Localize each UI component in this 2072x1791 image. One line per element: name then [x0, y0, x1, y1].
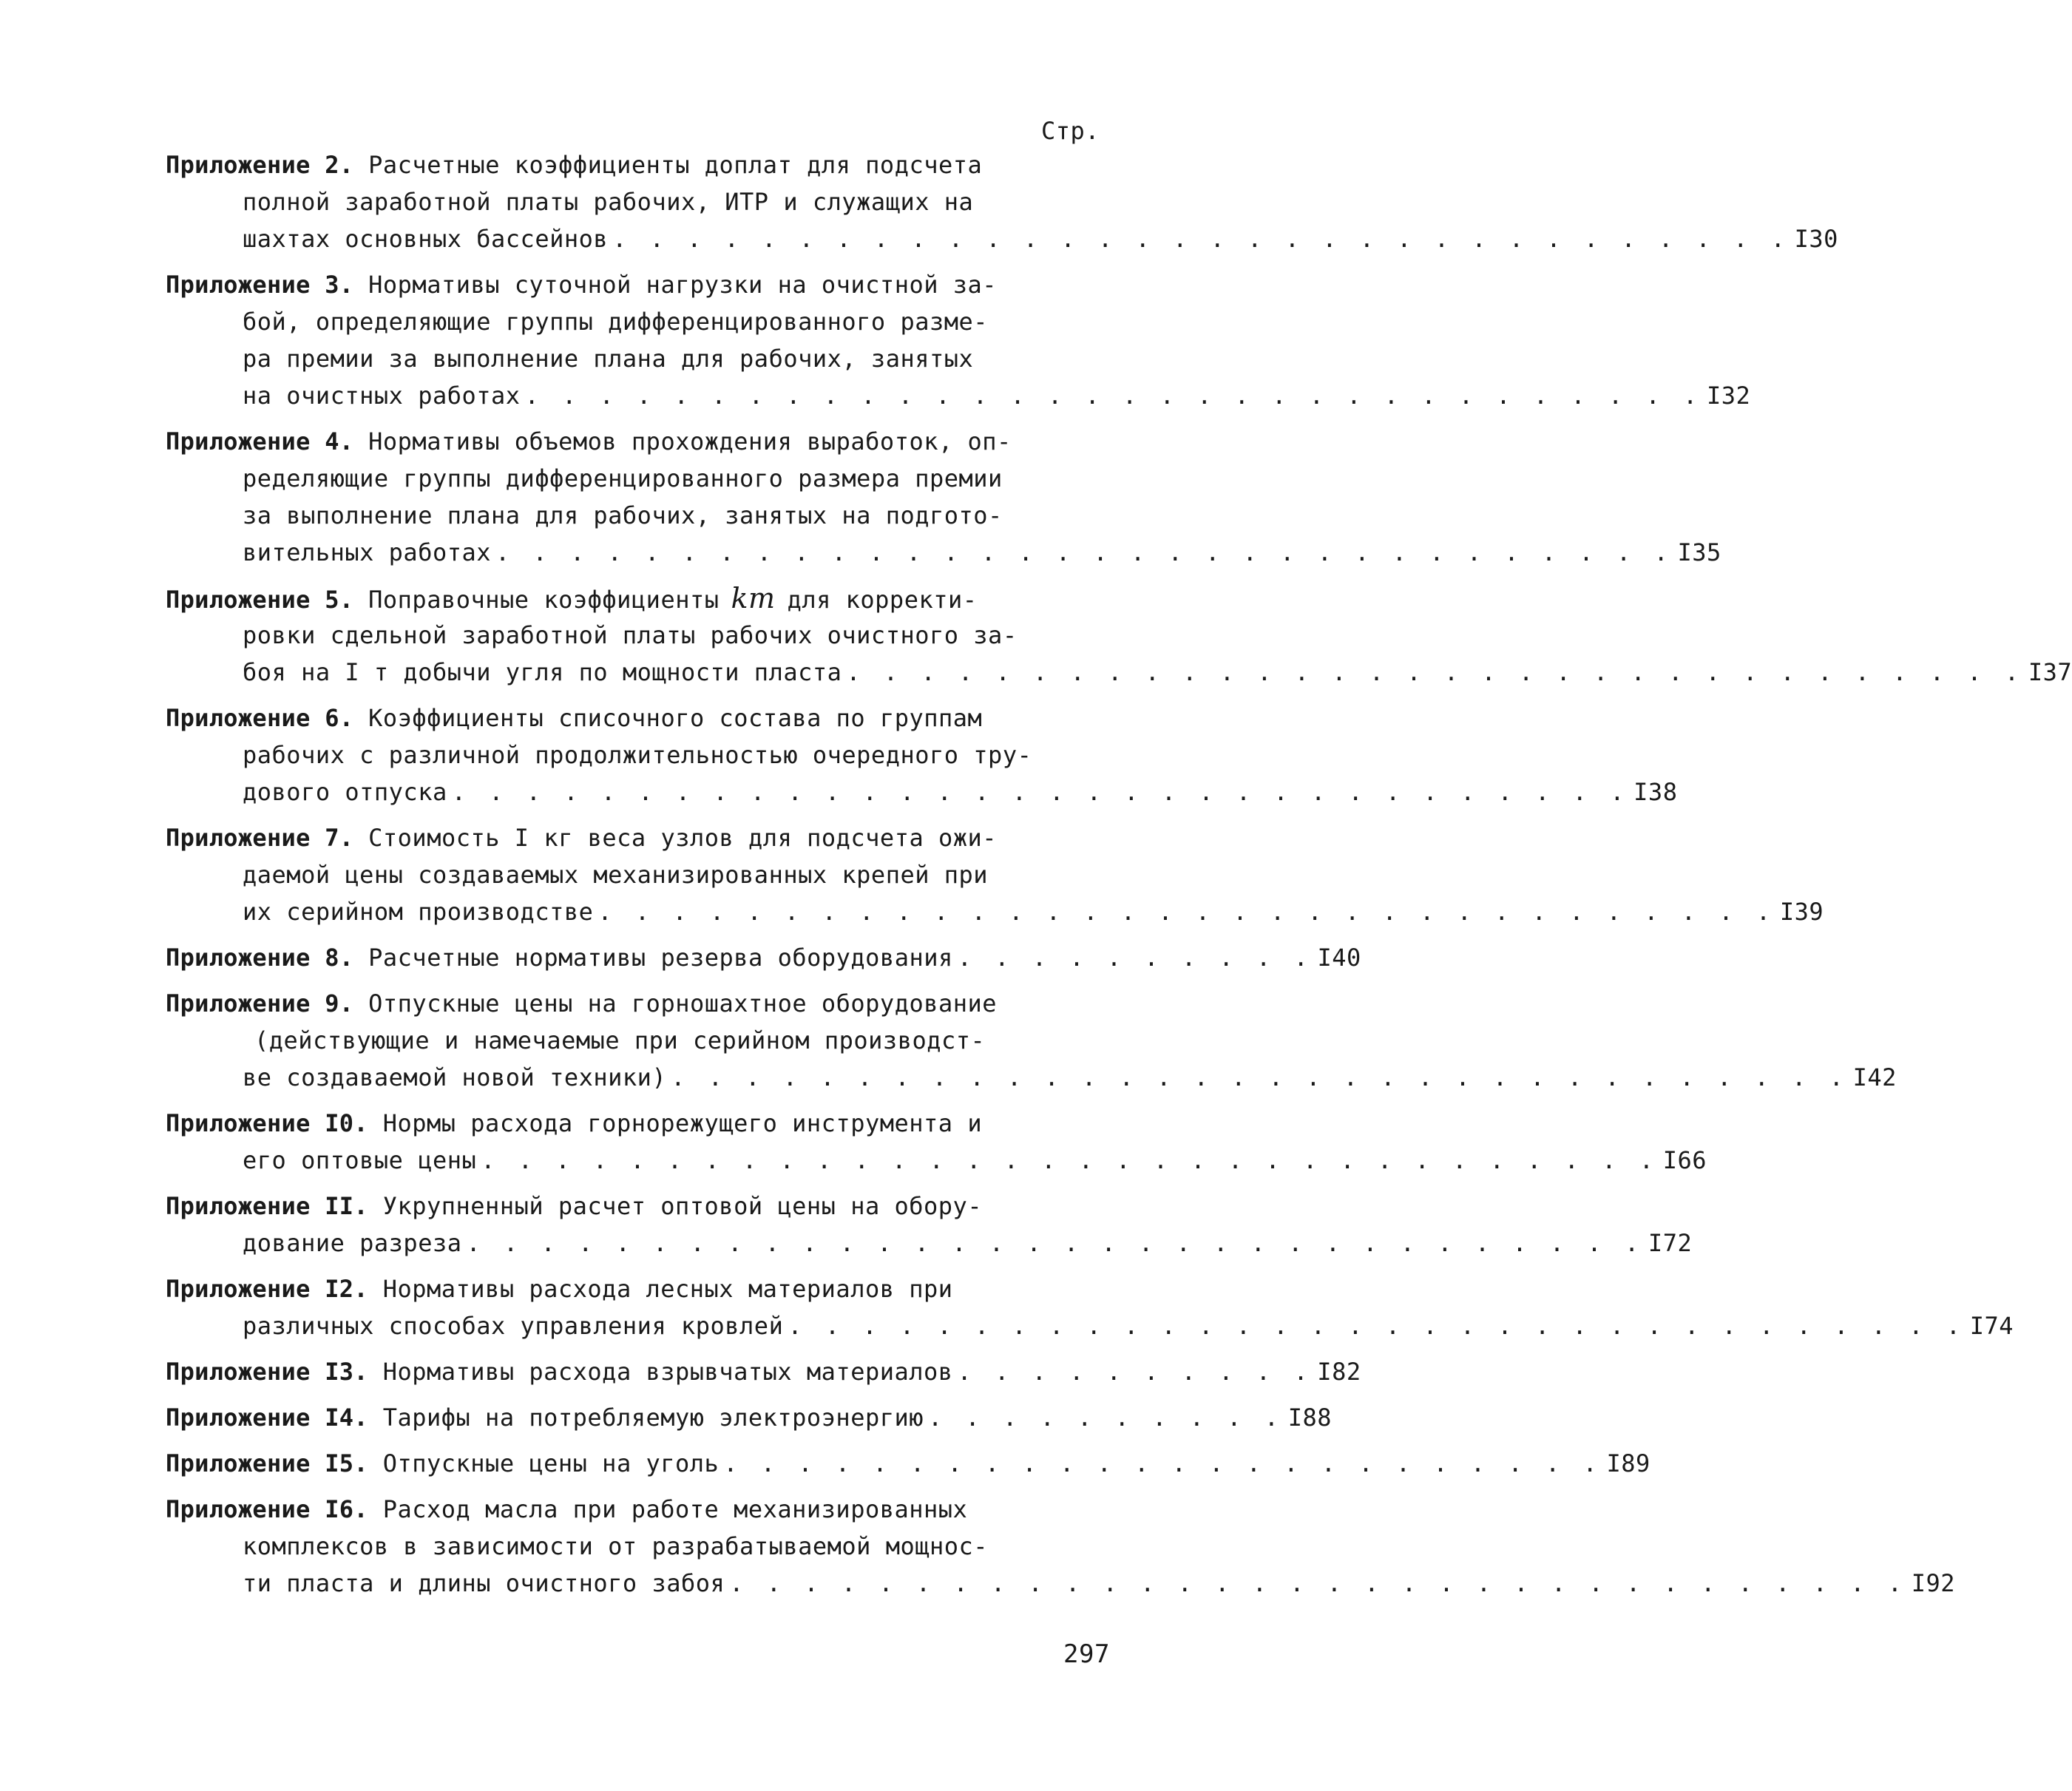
- leader-dots: . . . . . . . . . . . . . . . . . . . . . . . . . . . . . . . .: [466, 1229, 1644, 1257]
- entry-page-number: I38: [1633, 778, 1678, 806]
- entry-line: их серийном производстве: [243, 898, 594, 926]
- toc-entry-appendix-7: [166, 819, 1824, 930]
- entry-head: Приложение I4.: [166, 1404, 368, 1432]
- toc-entry-appendix-2: [166, 146, 1838, 257]
- entry-head: Приложение I3.: [166, 1358, 368, 1386]
- entry-line: Отпускные цены на горношахтное оборудование: [368, 989, 998, 1018]
- toc-entry-appendix-3: [166, 266, 1751, 414]
- leader-dots: . . . . . . . . . .: [928, 1404, 1284, 1432]
- entry-line: Коэффициенты списочного состава по группам: [368, 704, 983, 732]
- entry-line: Расчетные нормативы резерва оборудования: [368, 944, 953, 972]
- entry-line: Нормативы расхода взрывчатых материалов: [382, 1358, 953, 1386]
- entry-line: дового отпуска: [243, 778, 447, 806]
- entry-line: ровки сдельной заработной платы рабочих очистного за-: [243, 621, 1018, 649]
- entry-head: Приложение 8.: [166, 944, 354, 972]
- entry-head: Приложение 6.: [166, 704, 354, 732]
- entry-line: Нормы расхода горнорежущего инструмента и: [382, 1109, 983, 1137]
- toc-entry-appendix-11: [166, 1188, 1693, 1262]
- entry-line: различных способах управления кровлей: [243, 1312, 784, 1340]
- entry-page-number: I89: [1606, 1449, 1651, 1477]
- entry-line: полной заработной платы рабочих, ИТР и служащих на: [243, 188, 974, 216]
- entry-head: Приложение 7.: [166, 824, 354, 852]
- leader-dots: . . . . . . . . . . . . . . . . . . . . . . . . . . . . . . . .: [451, 778, 1629, 806]
- entry-head: Приложение I5.: [166, 1449, 368, 1477]
- entry-head: Приложение 3.: [166, 271, 354, 299]
- toc-entry-appendix-10: [166, 1105, 1707, 1179]
- entry-line: ве создаваемой новой техники): [243, 1063, 667, 1091]
- entry-line: Укрупненный расчет оптовой цены на обору-: [382, 1192, 983, 1220]
- toc-entry-appendix-15: [166, 1445, 1651, 1482]
- entry-line: дование разреза: [243, 1229, 462, 1257]
- leader-dots: . . . . . . . . . . . . . . . . . . . . . . . . . . . . . . . .: [612, 225, 1790, 253]
- entry-head: Приложение I6.: [166, 1495, 368, 1523]
- entry-page-number: I30: [1794, 225, 1838, 253]
- toc-entry-appendix-5: [166, 580, 2072, 691]
- entry-line: (действующие и намечаемые при серийном производст-: [254, 1026, 986, 1054]
- toc-entry-appendix-14: [166, 1399, 1333, 1436]
- toc-entry-appendix-16: [166, 1491, 1955, 1602]
- leader-dots: . . . . . . . . . . . . . . . . . . . . . . . . . . . . . . . .: [846, 658, 2024, 686]
- entry-page-number: I42: [1852, 1063, 1897, 1091]
- entry-line: для корректи-: [787, 586, 978, 614]
- entry-line: бой, определяющие группы дифференцированного разме-: [243, 308, 989, 336]
- entry-head: Приложение 4.: [166, 427, 354, 456]
- entry-line: Нормативы объемов прохождения выработок, оп-: [368, 427, 1012, 456]
- entry-page-number: I35: [1677, 538, 1721, 566]
- entry-page-number: I74: [1969, 1312, 2014, 1340]
- table-of-contents: [166, 146, 2072, 1611]
- entry-page-number: I82: [1317, 1358, 1361, 1386]
- entry-line: его оптовые цены: [243, 1146, 477, 1174]
- entry-line: Нормативы расхода лесных материалов при: [382, 1275, 953, 1303]
- entry-page-number: I40: [1317, 944, 1361, 972]
- toc-entry-appendix-6: [166, 700, 1678, 810]
- entry-page-number: I92: [1911, 1569, 1955, 1597]
- toc-entry-appendix-12: [166, 1270, 2014, 1344]
- entry-line: Тарифы на потребляемую электроэнергию: [382, 1404, 924, 1432]
- entry-page-number: I39: [1779, 898, 1824, 926]
- leader-dots: . . . . . . . . . . . . . . . . . . . . . . . . . . . . . . . .: [729, 1569, 1906, 1597]
- entry-page-number: I66: [1662, 1146, 1707, 1174]
- entry-page-number: I37: [2028, 658, 2072, 686]
- entry-line: вительных работах: [243, 538, 492, 566]
- page-column-label: Стр.: [1041, 117, 1100, 145]
- entry-head: Приложение I0.: [166, 1109, 368, 1137]
- entry-line: боя на I т добычи угля по мощности пласта: [243, 658, 842, 686]
- entry-head: Приложение II.: [166, 1192, 368, 1220]
- entry-line: Расход масла при работе механизированных: [382, 1495, 968, 1523]
- leader-dots: . . . . . . . . . . . . . . . . . . . . . . . . . . . . . . . .: [524, 382, 1702, 410]
- leader-dots: . . . . . . . . . . . . . . . . . . . . . . . . . . . . . . . .: [481, 1146, 1658, 1174]
- toc-entry-appendix-8: [166, 939, 1361, 976]
- leader-dots: . . . . . . . . . .: [957, 1358, 1313, 1386]
- entry-page-number: I32: [1706, 382, 1751, 410]
- leader-dots: . . . . . . . . . . . . . . . . . . . . . . . . . . . . . . . .: [495, 538, 1673, 566]
- toc-entry-appendix-4: [166, 423, 1721, 571]
- entry-line: рабочих с различной продолжительностью очередного тру-: [243, 741, 1032, 769]
- entry-line: Расчетные коэффициенты доплат для подсчета: [368, 151, 983, 179]
- entry-line: Нормативы суточной нагрузки на очистной за-: [368, 271, 998, 299]
- toc-entry-appendix-13: [166, 1353, 1361, 1390]
- entry-line: Стоимость I кг веса узлов для подсчета ожи-: [368, 824, 998, 852]
- entry-line: шахтах основных бассейнов: [243, 225, 609, 253]
- km-formula: km: [731, 582, 776, 615]
- entry-line: комплексов в зависимости от разрабатываемой мощнос-: [243, 1532, 989, 1560]
- entry-line: за выполнение плана для рабочих, занятых на подгото-: [243, 501, 1003, 529]
- entry-page-number: I72: [1648, 1229, 1693, 1257]
- page-number: 297: [1063, 1639, 1110, 1669]
- entry-line: ределяющие группы дифференцированного размера премии: [243, 464, 1003, 492]
- entry-page-number: I88: [1287, 1404, 1333, 1432]
- entry-head: Приложение 9.: [166, 989, 354, 1018]
- entry-line: ра премии за выполнение плана для рабочих, занятых: [243, 345, 974, 373]
- leader-dots: . . . . . . . . . . . . . . . . . . . . . . . . . . . . . . . .: [597, 898, 1775, 926]
- entry-line: Поправочные коэффициенты: [368, 586, 720, 614]
- leader-dots: . . . . . . . . . . . . . . . . . . . . . . . . . . . . . . . .: [671, 1063, 1848, 1091]
- toc-entry-appendix-9: [166, 985, 1897, 1096]
- leader-dots: . . . . . . . . . .: [957, 944, 1313, 972]
- entry-line: Отпускные цены на уголь: [382, 1449, 720, 1477]
- entry-line: ти пласта и длины очистного забоя: [243, 1569, 725, 1597]
- leader-dots: . . . . . . . . . . . . . . . . . . . . . . . . . . . . . . . .: [788, 1312, 1966, 1340]
- entry-head: Приложение I2.: [166, 1275, 368, 1303]
- entry-head: Приложение 5.: [166, 586, 354, 614]
- entry-line: даемой цены создаваемых механизированных крепей при: [243, 861, 989, 889]
- leader-dots: . . . . . . . . . . . . . . . . . . . . . . . .: [723, 1449, 1602, 1477]
- entry-head: Приложение 2.: [166, 151, 354, 179]
- entry-line: на очистных работах: [243, 382, 521, 410]
